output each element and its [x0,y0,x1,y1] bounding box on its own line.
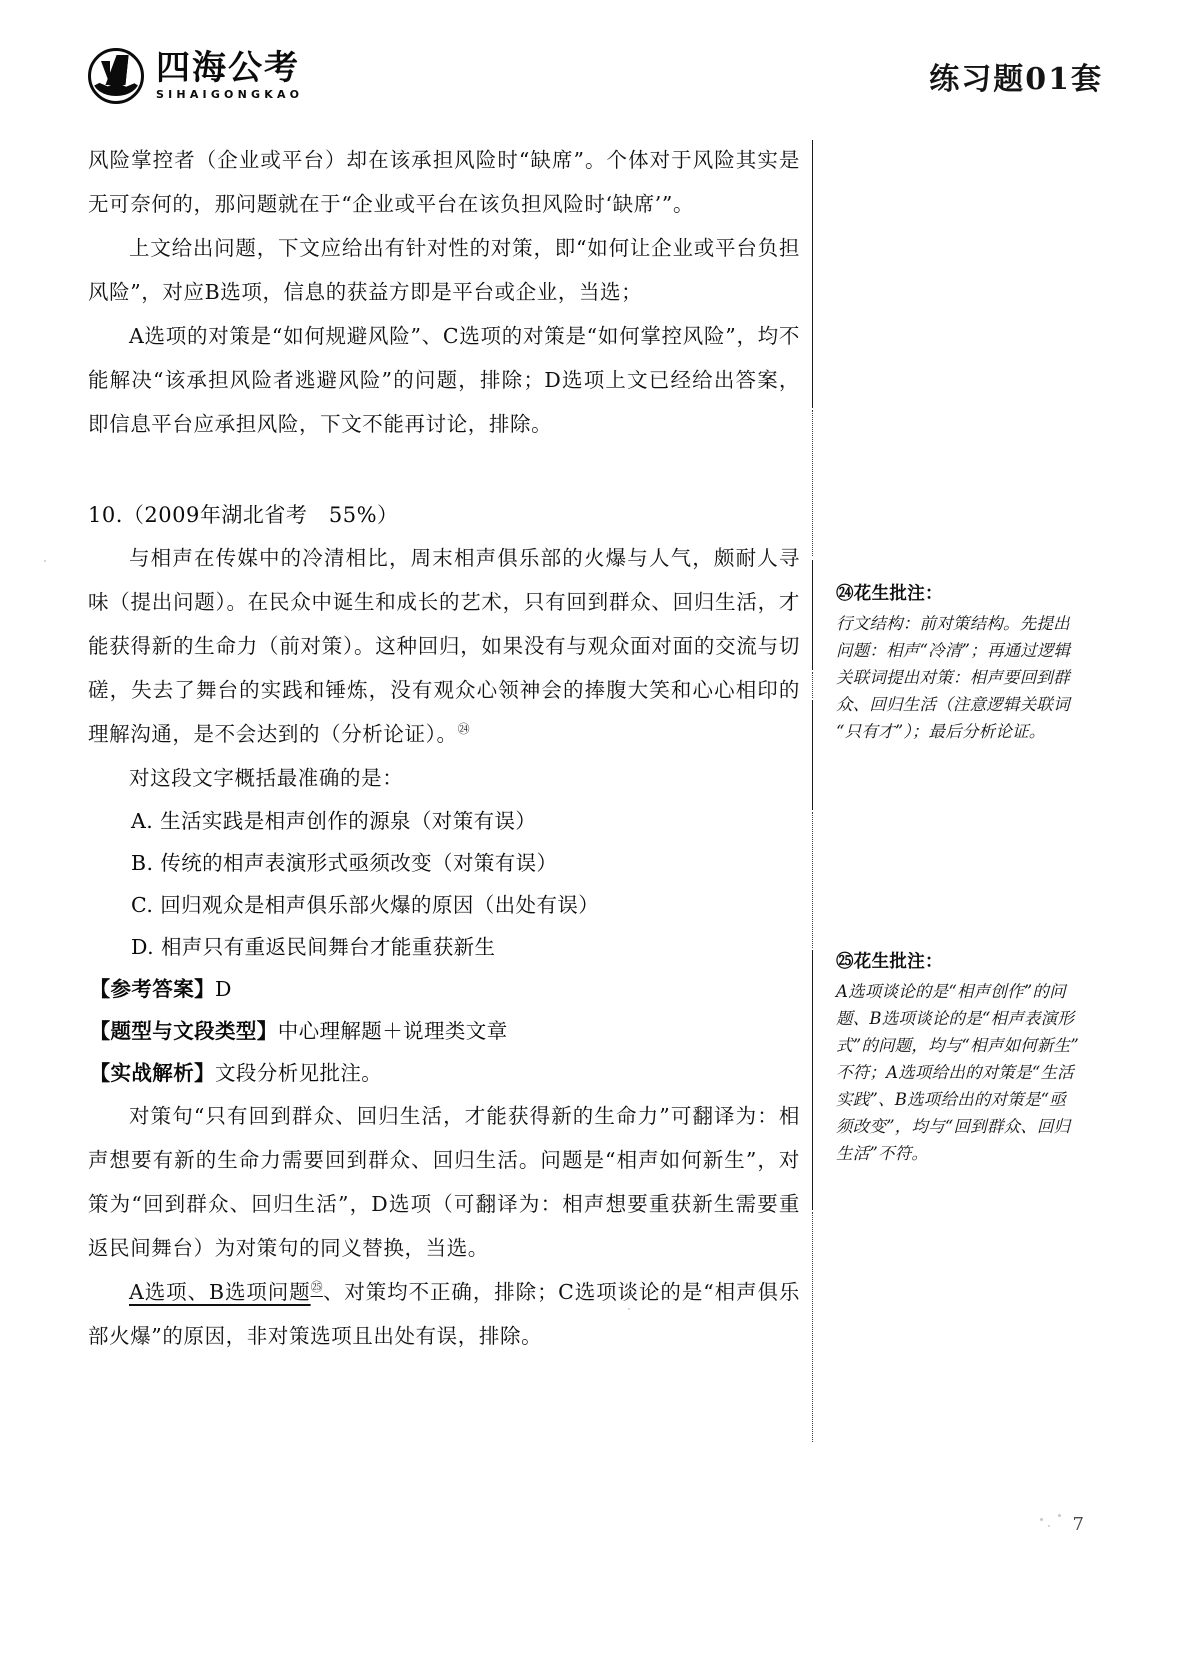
answer-value: D [215,977,232,1001]
page-title: 练习题01套 [929,62,1103,97]
analysis-tag: 【实战解析】 [89,1061,215,1085]
margin-rule-segment-dotted [812,812,813,948]
option-b-text: 传统的相声表演形式亟须改变（对策有误） [160,851,558,875]
answer-line [88,968,800,1010]
margin-note-25-body: A选项谈论的是“相声创作”的问题、B选项谈论的是“相声表演形式”的问题，均与“相声如何新生”不符；A选项给出的对策是“生活实践”、B选项给出的对策是“亟须改变”，均与“回到群众、回归生活”不符。 [836,982,1080,1163]
margin-note-25 [836,948,1080,1167]
margin-rule-segment [812,560,813,670]
answer-tag: 【参考答案】 [89,977,215,1001]
scan-speck [628,1308,630,1310]
main-text-column [88,138,800,1358]
question-prompt: 对这段文字概括最准确的是： [129,766,404,790]
option-c-label: C. [131,893,154,917]
explanation-paragraph: 风险掌控者（企业或平台）却在该承担风险时“缺席”。个体对于风险其实是无可奈何的，那问题就在于“企业或平台在该负担风险时‘缺席’”。 [88,148,800,216]
analysis-line [88,1052,800,1094]
margin-rule-segment [812,140,813,408]
question-passage-text: 与相声在传媒中的冷清相比，周末相声俱乐部的火爆与人气，颇耐人寻味（提出问题）。在民众中诞生和成长的艺术，只有回到群众、回归生活，才能获得新的生命力（前对策）。这种回归，如果没有与观众面对面的交流与切磋，失去了舞台的实践和锤炼，没有观众心领神会的捧腹大笑和心心相印的理解沟通，是不会达到的（分析论证）。 [88,546,800,746]
question-number: 10. [88,503,123,527]
question-type-tag: 【题型与文段类型】 [89,1019,278,1043]
explanation-paragraph: 上文给出问题，下文应给出有针对性的对策，即“如何让企业或平台负担风险”，对应B选项，信息的获益方即是平台或企业，当选； [88,236,800,304]
option-c-text: 回归观众是相声俱乐部火爆的原因（出处有误） [160,893,600,917]
option-d[interactable] [88,926,800,968]
analysis-underlined-text: A选项、B选项问题 [129,1280,311,1304]
option-d-text: 相声只有重返民间舞台才能重获新生 [161,935,496,959]
brand-name-cn: 四海公考 [156,47,300,88]
question-source: （2009年湖北省考 55%） [122,503,399,527]
brand-name-en: SIHAIGONGKAO [156,88,304,102]
margin-note-24-body: 行文结构：前对策结构。先提出问题：相声“冷清”；再通过逻辑关联词提出对策：相声要回到群众、回归生活（注意逻辑关联词“只有才”）；最后分析论证。 [836,614,1071,741]
margin-rule-segment [812,950,813,1210]
scan-speck [44,560,46,562]
analysis-paragraph: 对策句“只有回到群众、回归生活，才能获得新的生命力”可翻译为：相声想要有新的生命力需要回到群众、回归生活。问题是“相声如何新生”，对策为“回到群众、回归生活”，D选项（可翻译为：相声想要重获新生需要重返民间舞台）为对策句的同义替换，当选。 [88,1104,800,1260]
margin-rule-segment-dotted [812,410,813,556]
question-heading [88,494,800,536]
brand-logo [88,48,303,104]
option-a-text: 生活实践是相声创作的源泉（对策有误） [160,809,537,833]
option-d-label: D. [131,935,155,959]
analysis-final-paragraph [88,1270,800,1358]
option-c[interactable] [88,884,800,926]
scan-speck [1048,1525,1050,1527]
margin-rule-segment-dotted [812,672,813,698]
scan-speck [1040,1518,1043,1521]
scan-speck [1058,1514,1061,1517]
margin-rule-segment [812,700,813,810]
margin-rule-segment-dotted [812,1212,813,1442]
analysis-value: 文段分析见批注。 [215,1061,383,1085]
option-a-label: A. [131,809,154,833]
option-b[interactable] [88,842,800,884]
option-a[interactable] [88,800,800,842]
analysis-final-rest: 、对策均不正确，排除；C选项谈论的是“相声俱乐部火爆”的原因，非对策选项且出处有误，排除。 [88,1280,800,1348]
sailboat-logo-icon [88,48,144,104]
page-header [88,48,1103,112]
page-number: 7 [1072,1514,1085,1535]
question-type-value: 中心理解题＋说理类文章 [277,1019,508,1043]
explanation-paragraph: A选项的对策是“如何规避风险”、C选项的对策是“如何掌控风险”，均不能解决“该承担风险者逃避风险”的问题，排除；D选项上文已经给出答案，即信息平台应承担风险，下文不能再讨论，排除。 [88,324,800,436]
question-passage [88,536,800,756]
margin-note-24 [836,580,1080,745]
margin-note-25-title: ㉕花生批注： [836,952,943,972]
footnote-ref-25: ㉕ [310,1280,323,1295]
footnote-ref-24: ㉔ [457,722,470,737]
margin-note-24-title: ㉔花生批注： [836,584,943,604]
option-b-label: B. [131,851,154,875]
question-type-line [88,1010,800,1052]
